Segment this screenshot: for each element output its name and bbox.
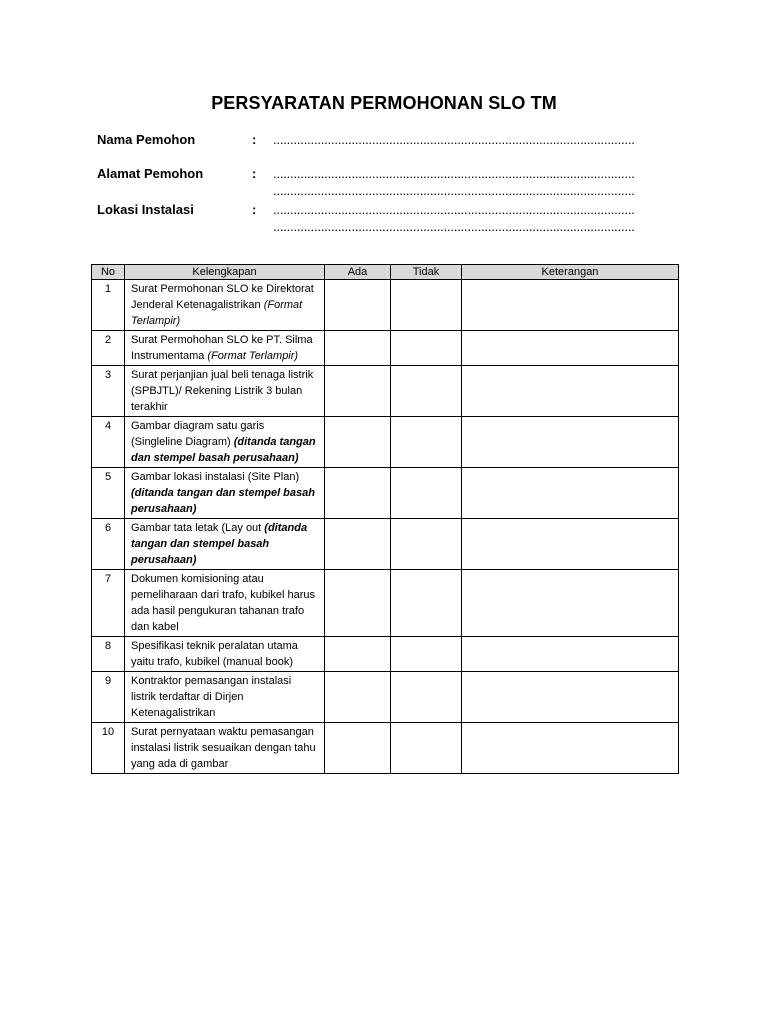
ada-cell[interactable] <box>325 570 391 637</box>
table-row <box>92 280 679 331</box>
table-header-row <box>92 265 679 280</box>
table-row <box>92 637 679 672</box>
row-number: 4 <box>92 417 125 468</box>
keterangan-cell[interactable] <box>462 723 679 774</box>
requirement-note: (Format Terlampir) <box>131 299 303 327</box>
header-tidak: Tidak <box>391 265 462 280</box>
keterangan-cell[interactable] <box>462 672 679 723</box>
ada-cell[interactable] <box>325 723 391 774</box>
keterangan-cell[interactable] <box>462 280 679 331</box>
row-number: 1 <box>92 280 125 331</box>
page-title: PERSYARATAN PERMOHONAN SLO TM <box>211 93 557 113</box>
ada-cell[interactable] <box>325 519 391 570</box>
table-row <box>92 366 679 417</box>
row-kelengkapan <box>125 519 325 570</box>
header-keterangan: Keterangan <box>462 265 679 280</box>
requirement-note: (Format Terlampir) <box>207 350 299 362</box>
field-label: Alamat Pemohon <box>97 166 204 181</box>
row-number: 9 <box>92 672 125 723</box>
row-kelengkapan <box>125 723 325 774</box>
field-label: Nama Pemohon <box>97 132 196 147</box>
row-number: 5 <box>92 468 125 519</box>
field-fill-line[interactable]: .......................................................................................................... <box>273 132 635 147</box>
ada-cell[interactable] <box>325 280 391 331</box>
field-colon: : <box>252 202 257 217</box>
table-row <box>92 468 679 519</box>
keterangan-cell[interactable] <box>462 331 679 366</box>
row-kelengkapan <box>125 280 325 331</box>
row-number: 10 <box>92 723 125 774</box>
row-kelengkapan <box>125 637 325 672</box>
row-number: 7 <box>92 570 125 637</box>
row-number: 8 <box>92 637 125 672</box>
field-colon: : <box>252 166 257 181</box>
row-number: 3 <box>92 366 125 417</box>
table-row <box>92 417 679 468</box>
ada-cell[interactable] <box>325 672 391 723</box>
table-row <box>92 331 679 366</box>
row-kelengkapan <box>125 331 325 366</box>
tidak-cell[interactable] <box>391 637 462 672</box>
requirement-text: Surat Permohonan SLO ke Direktorat Jenderal Ketenagalistrikan <box>131 283 314 311</box>
row-kelengkapan <box>125 417 325 468</box>
field-fill-line[interactable]: .......................................................................................................... <box>273 166 635 181</box>
table-row <box>92 519 679 570</box>
table-row <box>92 672 679 723</box>
row-kelengkapan <box>125 672 325 723</box>
row-kelengkapan <box>125 570 325 637</box>
tidak-cell[interactable] <box>391 468 462 519</box>
requirement-text: Gambar diagram satu garis (Singleline Diagram) <box>131 420 265 448</box>
row-number: 6 <box>92 519 125 570</box>
keterangan-cell[interactable] <box>462 637 679 672</box>
table-row <box>92 723 679 774</box>
ada-cell[interactable] <box>325 417 391 468</box>
field-label: Lokasi Instalasi <box>97 202 194 217</box>
keterangan-cell[interactable] <box>462 468 679 519</box>
requirement-text: Gambar tata letak (Lay out <box>131 522 265 534</box>
tidak-cell[interactable] <box>391 331 462 366</box>
requirement-text: Gambar lokasi instalasi (Site Plan) <box>131 471 300 483</box>
tidak-cell[interactable] <box>391 417 462 468</box>
requirement-text: Surat Permohohan SLO ke PT. Silma Instrumentama <box>131 334 313 362</box>
header-kelengkapan: Kelengkapan <box>125 265 325 280</box>
field-fill-line-2[interactable]: .......................................................................................................... <box>273 219 635 234</box>
row-number: 2 <box>92 331 125 366</box>
ada-cell[interactable] <box>325 637 391 672</box>
requirements-table <box>91 264 679 774</box>
field-fill-line[interactable]: .......................................................................................................... <box>273 202 635 217</box>
field-fill-line-2[interactable]: .......................................................................................................... <box>273 183 635 198</box>
requirement-note: (ditanda tangan dan stempel basah perusahaan) <box>131 522 308 566</box>
tidak-cell[interactable] <box>391 723 462 774</box>
tidak-cell[interactable] <box>391 570 462 637</box>
row-kelengkapan <box>125 468 325 519</box>
requirement-note: (ditanda tangan dan stempel basah perusahaan) <box>131 487 315 515</box>
requirement-text: Spesifikasi teknik peralatan utama yaitu trafo, kubikel (manual book) <box>131 640 298 668</box>
requirement-text: Surat perjanjian jual beli tenaga listrik (SPBJTL)/ Rekening Listrik 3 bulan terakhir <box>131 369 314 413</box>
table-row <box>92 570 679 637</box>
ada-cell[interactable] <box>325 331 391 366</box>
field-colon: : <box>252 132 257 147</box>
tidak-cell[interactable] <box>391 519 462 570</box>
ada-cell[interactable] <box>325 468 391 519</box>
tidak-cell[interactable] <box>391 280 462 331</box>
keterangan-cell[interactable] <box>462 366 679 417</box>
requirement-text: Dokumen komisioning atau pemeliharaan dari trafo, kubikel harus ada hasil pengukuran tahanan trafo dan kabel <box>131 573 316 633</box>
keterangan-cell[interactable] <box>462 519 679 570</box>
requirement-note: (ditanda tangan dan stempel basah perusahaan) <box>131 436 316 464</box>
header-no: No <box>92 265 125 280</box>
keterangan-cell[interactable] <box>462 570 679 637</box>
row-kelengkapan <box>125 366 325 417</box>
header-ada: Ada <box>325 265 391 280</box>
ada-cell[interactable] <box>325 366 391 417</box>
keterangan-cell[interactable] <box>462 417 679 468</box>
requirement-text: Surat pernyataan waktu pemasangan instalasi listrik sesuaikan dengan tahu yang ada di gambar <box>131 726 316 770</box>
requirement-text: Kontraktor pemasangan instalasi listrik terdaftar di Dirjen Ketenagalistrikan <box>131 675 292 719</box>
tidak-cell[interactable] <box>391 366 462 417</box>
tidak-cell[interactable] <box>391 672 462 723</box>
